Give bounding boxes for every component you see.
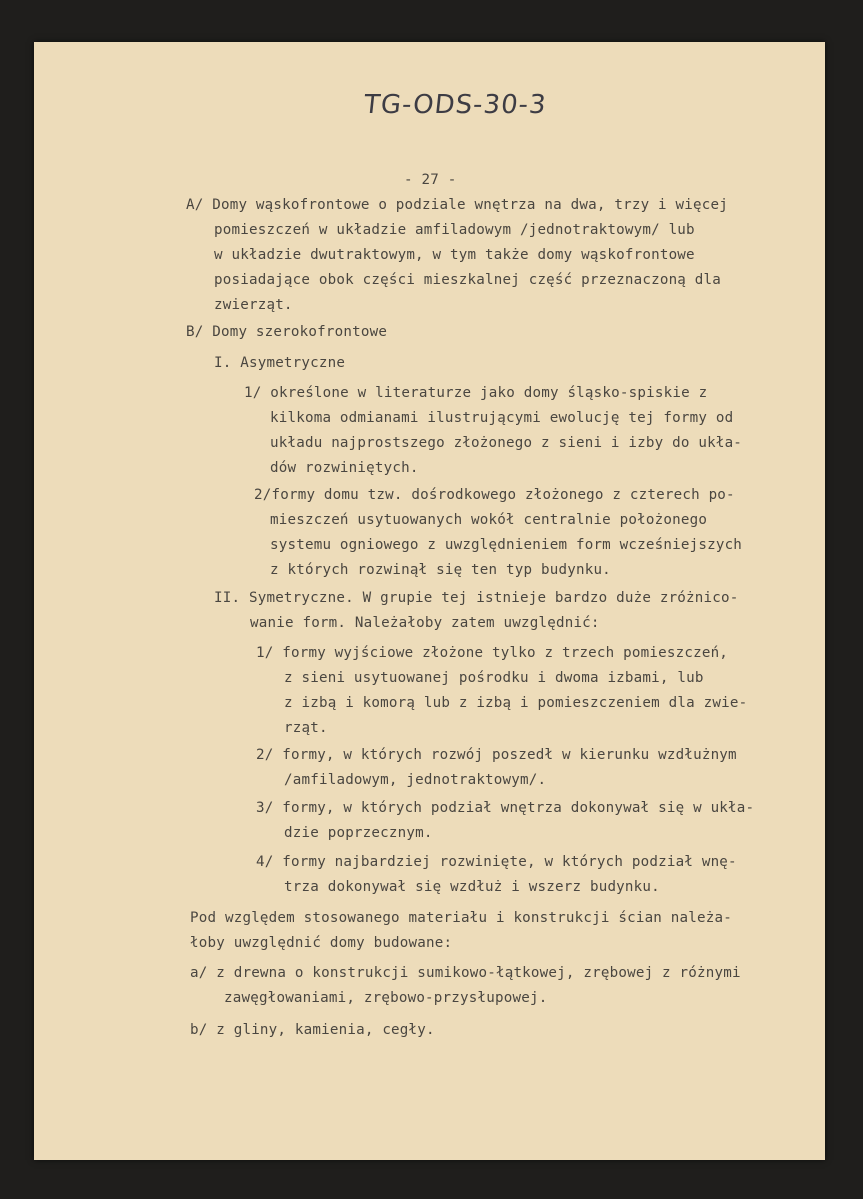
- text-line: dów rozwiniętych.: [270, 460, 419, 476]
- text-line: II. Symetryczne. W grupie tej istnieje bardzo duże zróżnico-: [214, 590, 739, 606]
- text-line: z izbą i komorą lub z izbą i pomieszczeniem dla zwie-: [284, 695, 748, 711]
- text-line: 3/ formy, w których podział wnętrza dokonywał się w ukła-: [256, 800, 755, 816]
- page-number: - 27 -: [404, 172, 457, 188]
- text-line: zawęgłowaniami, zrębowo-przysłupowej.: [224, 990, 548, 1006]
- text-line: dzie poprzecznym.: [284, 825, 433, 841]
- text-line: rząt.: [284, 720, 328, 736]
- text-line: z sieni usytuowanej pośrodku i dwoma izbami, lub: [284, 670, 704, 686]
- text-line: 1/ określone w literaturze jako domy śląsko-spiskie z: [244, 385, 708, 401]
- text-line: /amfiladowym, jednotraktowym/.: [284, 772, 547, 788]
- text-line: pomieszczeń w układzie amfiladowym /jednotraktowym/ lub: [214, 222, 695, 238]
- text-line: układu najprostszego złożonego z sieni i izby do ukła-: [270, 435, 743, 451]
- text-line: 2/ formy, w których rozwój poszedł w kierunku wzdłużnym: [256, 747, 737, 763]
- text-line: A/ Domy wąskofrontowe o podziale wnętrza na dwa, trzy i więcej: [186, 197, 728, 213]
- text-line: w układzie dwutraktowym, w tym także domy wąskofrontowe: [214, 247, 695, 263]
- text-line: posiadające obok części mieszkalnej część przeznaczoną dla: [214, 272, 722, 288]
- text-line: B/ Domy szerokofrontowe: [186, 324, 388, 340]
- archive-signature: TG-ODS-30-3: [362, 90, 549, 120]
- text-line: łoby uwzględnić domy budowane:: [190, 935, 453, 951]
- text-line: systemu ogniowego z uwzględnieniem form wcześniejszych: [270, 537, 743, 553]
- text-line: mieszczeń usytuowanych wokół centralnie położonego: [270, 512, 708, 528]
- text-line: 2/formy domu tzw. dośrodkowego złożonego z czterech po-: [254, 487, 735, 503]
- text-line: I. Asymetryczne: [214, 355, 346, 371]
- text-line: b/ z gliny, kamienia, cegły.: [190, 1022, 435, 1038]
- text-line: Pod względem stosowanego materiału i konstrukcji ścian należa-: [190, 910, 732, 926]
- text-line: zwierząt.: [214, 297, 293, 313]
- text-line: z których rozwinął się ten typ budynku.: [270, 562, 611, 578]
- text-line: 1/ formy wyjściowe złożone tylko z trzech pomieszczeń,: [256, 645, 729, 661]
- text-line: a/ z drewna o konstrukcji sumikowo-łątkowej, zrębowej z różnymi: [190, 965, 741, 981]
- text-line: trza dokonywał się wzdłuż i wszerz budynku.: [284, 879, 660, 895]
- text-line: 4/ formy najbardziej rozwinięte, w których podział wnę-: [256, 854, 737, 870]
- document-page: [34, 42, 825, 1160]
- text-line: kilkoma odmianami ilustrującymi ewolucję tej formy od: [270, 410, 734, 426]
- text-line: wanie form. Należałoby zatem uwzględnić:: [250, 615, 600, 631]
